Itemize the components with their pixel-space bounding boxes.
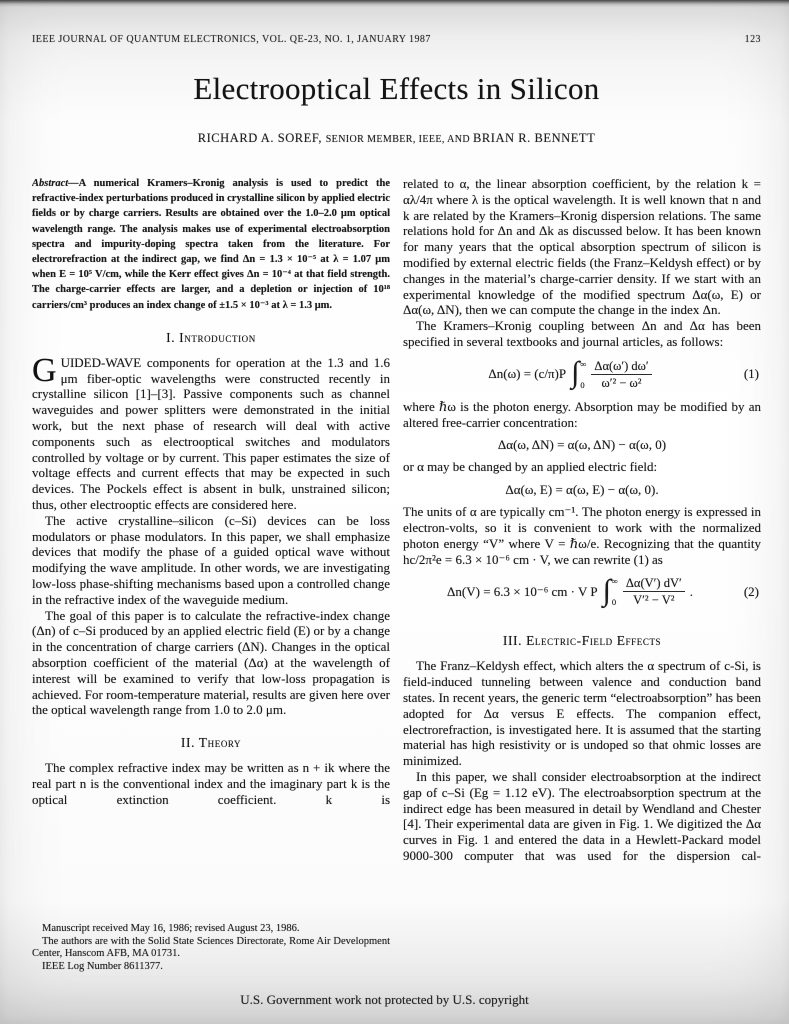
copyright-notice: U.S. Government work not protected by U.S. copyright (240, 992, 529, 1007)
inline-equation: Δα(ω, E) = α(ω, E) − α(ω, 0). (505, 482, 659, 498)
intro-text: UIDED-WAVE components for operation at the 1.3 and 1.6 μm fiber-optic wavelengths were constructed recently in crystalline silicon [1]–[3]. Passive components such as channel waveguides and power splitters were demonstrated in the initial work, but the next phase of research will deal with active components such as electrooptical switches and modulators controlled by voltage or by current. This paper estimates the size of voltage effects and current effects that may be expected in such devices. The Pockels effect is absent in bulk, unstrained silicon; thus, other electrooptic effects are considered here. (32, 354, 390, 512)
author-name: RICHARD A. SOREF, (197, 131, 326, 145)
integral-sign-icon: ∫ (602, 573, 611, 607)
integral (602, 573, 618, 608)
equation-suffix: . (689, 583, 693, 599)
two-column-body (32, 176, 761, 982)
body-paragraph: The active crystalline–silicon (c–Si) devices can be loss modulators or phase modulators. In this paper, we shall emphasize devices that modify the phase of a guided optical wave without modifying the wave amplitude. In other words, we are investigating low-loss phase-shifting mechanisms based upon a controlled change in the refractive index of the waveguide medium. (32, 512, 390, 607)
body-paragraph: where ℏω is the photon energy. Absorption may be modified by an altered free-carrier concentration: (403, 398, 761, 430)
inline-equation: Δα(ω, ΔN) = α(ω, ΔN) − α(ω, 0) (497, 437, 667, 453)
section-heading-theory: II. Theory (180, 735, 242, 751)
author-line (32, 131, 761, 146)
paper-title: Electrooptical Effects in Silicon (193, 71, 600, 106)
footnote-line: The authors are with the Solid State Sciences Directorate, Rome Air Development Center, Hanscom AFB, MA 01731. (32, 935, 390, 960)
integral-sign-icon: ∫ (571, 356, 580, 390)
body-paragraph: The complex refractive index may be written as n + ik where the real part n is the conventional index and the imaginary part k is the optical extinction coefficient. k is (32, 760, 390, 807)
fraction-numerator: Δα(V′) dV′ (623, 576, 685, 592)
running-head-row (32, 34, 761, 45)
equation-number: (2) (743, 583, 759, 599)
integral-upper-limit: ∞ (611, 576, 618, 587)
section-heading-electric-field-effects: III. Electric-Field Effects (502, 633, 662, 649)
body-paragraph: The Kramers–Kronig coupling between Δn and Δα has been specified in several textbooks and journal articles, as follows: (403, 318, 761, 349)
equation-lhs: Δn(ω) = (c/π)P (488, 366, 567, 382)
integral-lower-limit: 0 (580, 379, 585, 390)
running-head: IEEE JOURNAL OF QUANTUM ELECTRONICS, VOL. QE-23, NO. 1, JANUARY 1987 (32, 34, 431, 45)
abstract (32, 176, 390, 313)
left-column (32, 176, 390, 982)
intro-paragraph (32, 351, 390, 513)
fraction-numerator: Δα(ω′) dω′ (591, 359, 651, 375)
author-footnote (32, 923, 390, 982)
integral-lower-limit: 0 (611, 597, 617, 608)
footnote-line: Manuscript received May 16, 1986; revised August 23, 1986. (42, 922, 300, 934)
body-paragraph: In this paper, we shall consider electroabsorption at the indirect gap of c–Si (Eg = 1.12 eV). The electroabsorption spectrum at the indirect edge has been measured in detail by Wendland and Chester [4]. Their experimental data are given in Fig. 1. We digitized the Δα curves in Fig. 1 and entered the data in a Hewlett-Packard model 9000-300 computer that was used for the dispersion cal- (403, 768, 761, 863)
integral-limits (579, 359, 586, 390)
fraction-denominator: ω′² − ω² (601, 375, 642, 390)
abstract-label: Abstract— (32, 178, 79, 189)
integral-upper-limit: ∞ (580, 358, 587, 369)
equation-2 (403, 573, 761, 608)
equation-number: (1) (743, 366, 759, 382)
footnote-line: IEEE Log Number 8611377. (42, 961, 163, 973)
equation-lhs: Δn(V) = 6.3 × 10⁻⁶ cm · V P (447, 583, 598, 599)
body-paragraph: or α may be changed by an applied electric field: (403, 459, 658, 475)
author-name: BRIAN R. BENNETT (472, 131, 596, 145)
page-number: 123 (744, 34, 761, 45)
body-paragraph: The goal of this paper is to calculate the refractive-index change (Δn) of c–Si produced by an applied electric field (E) or by a change in the concentration of charge carriers (ΔN). Changes in the optical absorption coefficient of the material (Δα) at the wavelength of interest will be examined to verify that low-loss propagation is achieved. For room-temperature material, results are given here over the optical wavelength range from 1.0 to 2.0 μm. (32, 607, 390, 718)
integral (571, 356, 587, 390)
fraction (623, 576, 685, 607)
body-paragraph: related to α, the linear absorption coefficient, by the relation k = αλ/4π where λ is the optical wavelength. It is well known that n and k are related by the Kramers–Kronig dispersion relations. The same relations hold for Δn and Δk as discussed below. It has been known for many years that the optical absorption spectrum of silicon is modified by external electric fields (the Franz–Keldysh effect) or by changes in the material’s charge-carrier density. If we start with an experimental knowledge of the modified spectrum Δα(ω, E) or Δα(ω, ΔN), then we can compute the change in the index Δn. (403, 176, 761, 318)
right-column (403, 176, 761, 982)
abstract-text: A numerical Kramers–Kronig analysis is used to predict the refractive-index perturbations produced in crystalline silicon by applied electric fields or by charge carriers. Results are obtained over the 1.0–2.0 μm optical wavelength range. The analysis makes use of experimental electroabsorption spectra and impurity-doping spectra taken from the literature. For electrorefraction at the indirect gap, we find Δn = 1.3 × 10⁻⁵ at λ = 1.07 μm when E = 10⁵ V/cm, while the Kerr effect gives Δn = 10⁻⁴ at that field strength. The charge-carrier effects are larger, and a depletion or injection of 10¹⁸ carriers/cm³ produces an index change of ±1.5 × 10⁻³ at λ = 1.3 μm. (32, 178, 390, 311)
membership-text: SENIOR MEMBER, IEEE, AND (325, 134, 473, 145)
body-paragraph: The Franz–Keldysh effect, which alters the α spectrum of c-Si, is field-induced tunneling between valence and conduction band states. In recent years, the generic term “electroabsorption” has been adopted for Δα versus E effects. The companion effect, electrorefraction, is investigated here. It is assumed that the starting material has high resistivity or is undoped so that ohmic losses are minimized. (403, 658, 761, 769)
fraction-denominator: V′² − V² (633, 593, 675, 608)
fraction (591, 359, 651, 390)
drop-cap: G (32, 351, 57, 389)
section-heading-introduction: I. Introduction (166, 329, 256, 345)
equation-1 (403, 356, 761, 390)
integral-limits (611, 576, 618, 607)
body-paragraph: The units of α are typically cm⁻¹. The photon energy is expressed in electron-volts, so it is convenient to work with the normalized photon energy “V” where V = ℏω/e. Recognizing that the quantity hc/2π²e = 6.3 × 10⁻⁶ cm · V, we can rewrite (1) as (403, 504, 761, 567)
